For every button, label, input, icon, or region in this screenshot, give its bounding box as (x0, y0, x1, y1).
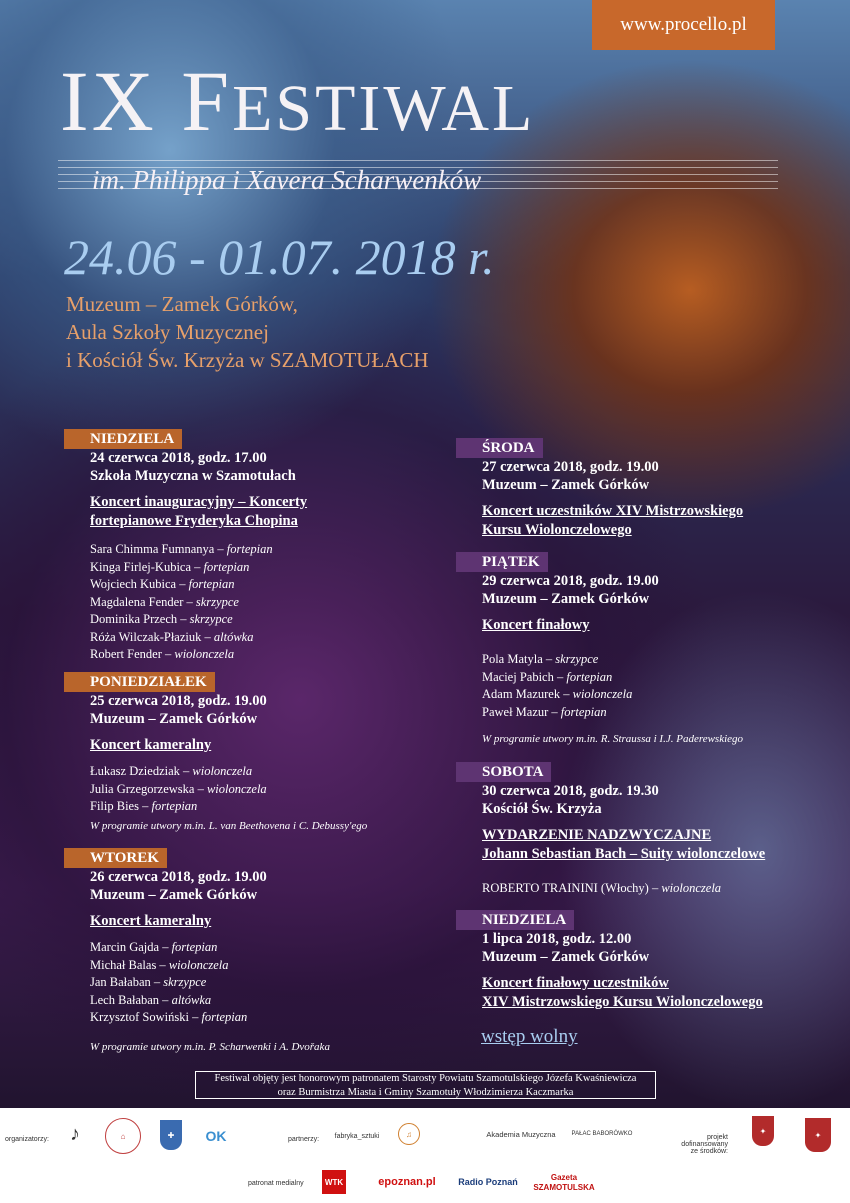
day-label: NIEDZIELA (64, 429, 182, 449)
performer: Paweł Mazur – fortepian (482, 704, 607, 719)
performer-list (64, 763, 367, 816)
performer: Krzysztof Sowiński – fortepian (90, 1010, 248, 1024)
venue-line: i Kościół Św. Krzyża w SZAMOTUŁACH (66, 348, 429, 372)
event-date: 27 czerwca 2018, godz. 19.00 (482, 459, 659, 475)
day-label: PONIEDZIAŁEK (64, 672, 215, 692)
event-date: 26 czerwca 2018, godz. 19.00 (90, 869, 267, 885)
museum-logo-icon: ⌂ (105, 1118, 141, 1154)
website-url-text[interactable]: www.procello.pl (620, 14, 747, 35)
performer: Lech Bałaban – altówka (90, 992, 212, 1007)
event-sunday-24 (64, 429, 307, 664)
event-place: Muzeum – Zamek Górków (90, 887, 258, 903)
event-date: 1 lipca 2018, godz. 12.00 (482, 931, 632, 947)
free-entry-text: wstęp wolny (481, 1026, 578, 1047)
event-place: Muzeum – Zamek Górków (90, 711, 258, 727)
ok-logo-text: OK (205, 1128, 227, 1144)
concert-title (456, 616, 743, 635)
program-note: W programie utwory m.in. P. Scharwenki i A. Dvořaka (90, 1040, 330, 1053)
performer: Kinga Firlej-Kubica – fortepian (90, 559, 250, 574)
concert-title (456, 826, 765, 864)
cello-organizer-logo-icon: ♪ (70, 1122, 80, 1145)
performer: Maciej Pabich – fortepian (482, 669, 613, 684)
palac-baborowko-logo (571, 1118, 633, 1150)
concert-title-line: Koncert uczestników XIV Mistrzowskiego (482, 503, 744, 519)
fabryka-sztuki-logo (328, 1126, 386, 1146)
performer: Pola Matyla – skrzypce (482, 652, 599, 666)
performer: Filip Bies – fortepian (90, 799, 198, 813)
epoznan-logo-text: epoznan.pl (378, 1176, 436, 1188)
performer: Marcin Gajda – fortepian (90, 940, 218, 954)
wtk-logo-text: WTK (324, 1177, 344, 1187)
program-note: W programie utwory m.in. L. van Beethovena i C. Debussy'ego (90, 819, 368, 832)
radio-poznan-logo (460, 1170, 516, 1194)
concert-title-line: Koncert finałowy (482, 617, 590, 633)
performer: ROBERTO TRAININI (Włochy) – wiolonczela (482, 881, 722, 895)
palac-logo-text: PAŁAC BABORÓWKO (571, 1131, 633, 1137)
venue-line: Muzeum – Zamek Górków, (66, 292, 298, 316)
patronage-box (195, 1071, 656, 1099)
concert-title-line: Johann Sebastian Bach – Suity wiolonczelowe (482, 846, 766, 862)
day-label: ŚRODA (456, 438, 543, 458)
gazeta-szamotulska-logo (532, 1170, 596, 1196)
concert-title-line: Koncert inauguracyjny – Koncerty (90, 494, 308, 510)
organizers-label: organizatorzy: (5, 1136, 49, 1143)
patronage-line: oraz Burmistrza Miasta i Gminy Szamotuły Włodzimierza Kaczmarka (277, 1087, 574, 1098)
festival-venues (66, 290, 429, 374)
performer: Wojciech Kubica – fortepian (90, 577, 235, 591)
title-rest: ESTIWAL (232, 72, 536, 145)
powiat-crest-icon: ✚ (160, 1120, 182, 1150)
voivodeship-crest-icon: ✦ (752, 1116, 774, 1146)
event-saturday-30 (456, 762, 765, 898)
performer: Adam Mazurek – wiolonczela (482, 687, 633, 701)
concert-title (456, 974, 763, 1012)
region-crest-icon: ✦ (805, 1118, 831, 1152)
akademia-logo-text: Akademia Muzyczna (486, 1129, 556, 1139)
festival-title (60, 53, 536, 149)
fabryka-logo-text: fabryka_sztuki (334, 1132, 380, 1140)
venue-line: Aula Szkoły Muzycznej (66, 320, 269, 344)
title-first-letter: F (181, 53, 233, 149)
epoznan-logo (370, 1172, 444, 1192)
event-date: 29 czerwca 2018, godz. 19.00 (482, 573, 659, 589)
performer: Róża Wilczak-Płaziuk – altówka (90, 629, 254, 644)
wtk-logo (322, 1170, 346, 1194)
sponsor-footer (0, 1108, 850, 1203)
event-wednesday-27 (456, 438, 743, 540)
event-friday-29 (456, 552, 743, 747)
event-place: Muzeum – Zamek Górków (482, 949, 650, 965)
performer-list (456, 651, 743, 721)
program-note: W programie utwory m.in. R. Straussa i I.J. Paderewskiego (482, 733, 744, 745)
event-place: Szkoła Muzyczna w Szamotułach (90, 468, 296, 484)
performer: Robert Fender – wiolonczela (90, 647, 235, 661)
performer: Łukasz Dziedziak – wiolonczela (90, 764, 253, 778)
title-prefix: IX (60, 53, 182, 149)
festival-dates: 24.06 - 01.07. 2018 r. (64, 229, 495, 285)
event-tuesday-26 (64, 848, 330, 1055)
performer: Magdalena Fender – skrzypce (90, 594, 239, 609)
concert-title-line: WYDARZENIE NADZWYCZAJNE (482, 827, 712, 843)
performer-list (64, 939, 330, 1027)
concert-title (64, 493, 307, 531)
day-label: NIEDZIELA (456, 910, 574, 930)
event-sunday-1 (456, 910, 763, 1012)
performer-list (456, 880, 765, 898)
performer: Dominika Przech – skrzypce (90, 612, 233, 626)
concert-title (64, 736, 367, 755)
music-school-logo-icon: ♫ (398, 1123, 420, 1145)
performer: Michał Balas – wiolonczela (90, 957, 229, 972)
website-url[interactable] (592, 0, 775, 50)
media-patronage-label: patronat medialny (248, 1180, 304, 1187)
performer: Jan Bałaban – skrzypce (90, 975, 207, 989)
concert-title-line: Koncert finałowy uczestników (482, 975, 669, 991)
event-date: 30 czerwca 2018, godz. 19.30 (482, 783, 659, 799)
akademia-muzyczna-logo (478, 1120, 564, 1148)
gazeta-logo-text: Gazeta SZAMOTULSKA (533, 1173, 595, 1192)
event-date: 25 czerwca 2018, godz. 19.00 (90, 693, 267, 709)
event-place: Muzeum – Zamek Górków (482, 591, 650, 607)
day-label: SOBOTA (456, 762, 551, 782)
concert-title (64, 912, 330, 931)
concert-title-line: XIV Mistrzowskiego Kursu Wiolonczelowego (482, 994, 763, 1010)
event-place: Kościół Św. Krzyża (482, 801, 602, 817)
performer: Sara Chimma Fumnanya – fortepian (90, 542, 273, 556)
concert-title-line: Koncert kameralny (90, 737, 212, 753)
ok-logo (195, 1116, 237, 1156)
day-label: WTOREK (64, 848, 167, 868)
day-label: PIĄTEK (456, 552, 548, 572)
concert-title-line: fortepianowe Fryderyka Chopina (90, 513, 298, 529)
cofinanced-label: projekt dofinansowany ze środków: (681, 1134, 728, 1155)
concert-title-line: Koncert kameralny (90, 913, 212, 929)
performer: Julia Grzegorzewska – wiolonczela (90, 781, 267, 796)
festival-subtitle: im. Philippa i Xavera Scharwenków (92, 165, 482, 195)
event-monday-25 (64, 672, 367, 834)
radio-logo-text: Radio Poznań (458, 1177, 518, 1187)
concert-title-line: Kursu Wiolonczelowego (482, 522, 632, 538)
event-date: 24 czerwca 2018, godz. 17.00 (90, 450, 267, 466)
partners-label: partnerzy: (288, 1136, 320, 1143)
concert-title (456, 502, 743, 540)
performer-list (64, 541, 307, 664)
event-place: Muzeum – Zamek Górków (482, 477, 650, 493)
patronage-line: Festiwal objęty jest honorowym patronatem Starosty Powiatu Szamotulskiego Józefa Kwaśniewicza (214, 1073, 637, 1084)
